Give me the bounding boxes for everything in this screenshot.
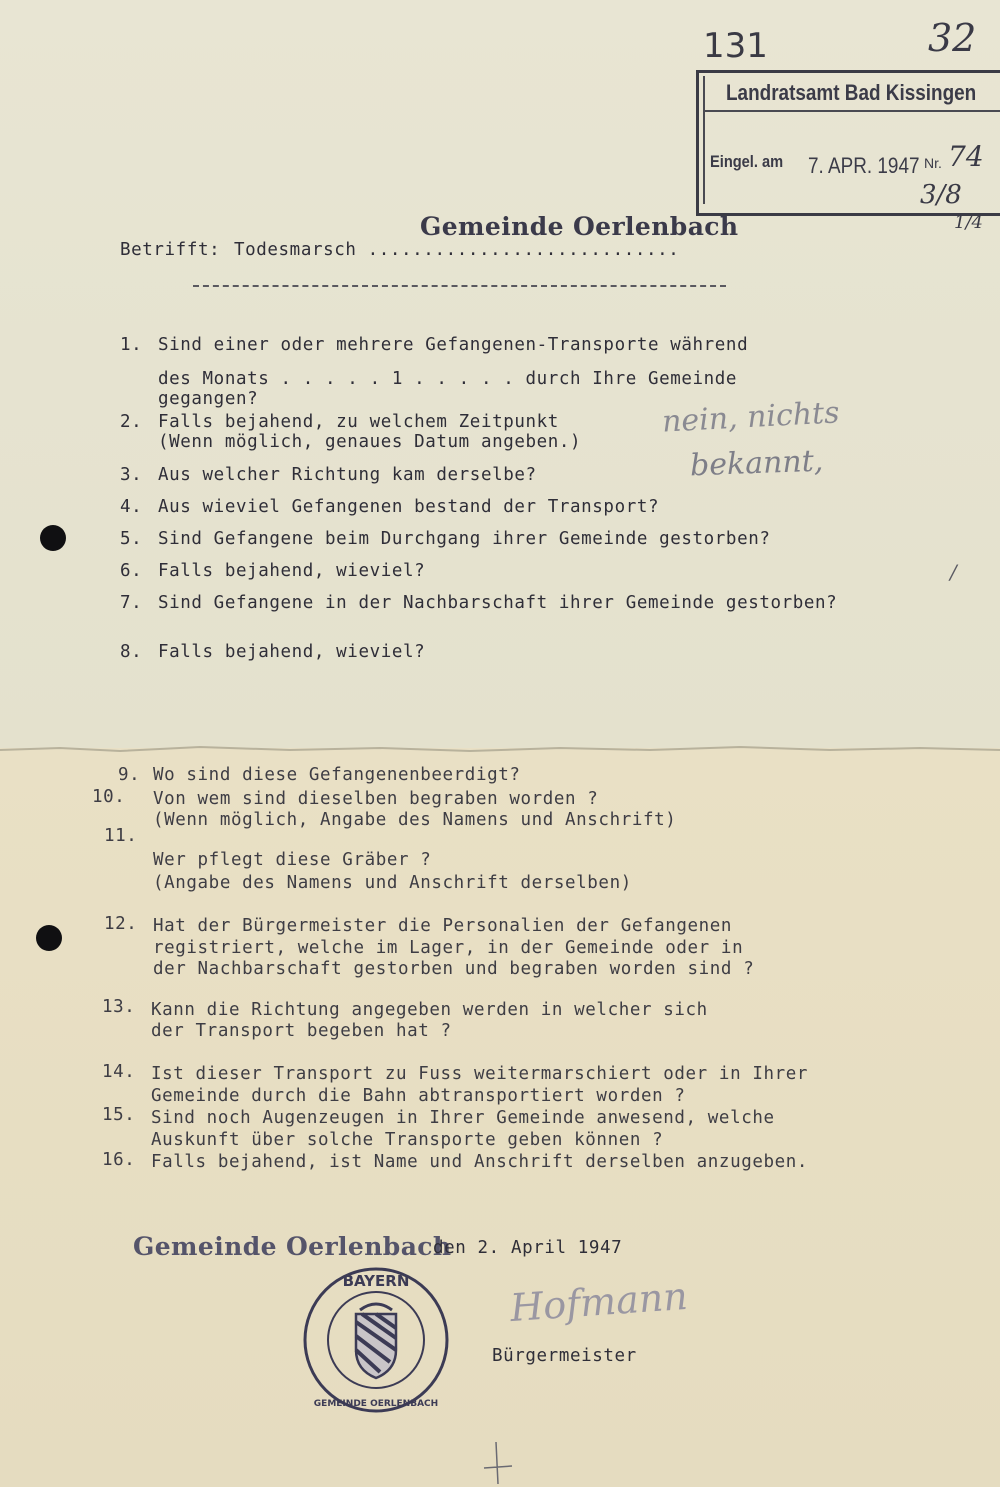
mayor-role: Bürgermeister (492, 1346, 637, 1366)
stamp-received-date: 7. APR. 1947 (808, 153, 920, 178)
question-text: Falls bejahend, zu welchem Zeitpunkt (158, 412, 559, 432)
stamp-number-value: 74 (948, 140, 984, 173)
folio-number: 32 (928, 16, 977, 60)
handwritten-mark: / (950, 560, 957, 584)
question-text: Gemeinde durch die Bahn abtransportiert worden ? (151, 1086, 686, 1106)
stamp-inner-border (703, 76, 705, 204)
question-text: Falls bejahend, wieviel? (158, 642, 426, 662)
question-text: des Monats . . . . . 1 . . . . . durch Ihre Gemeinde (158, 369, 738, 389)
paper-tear-edge (0, 740, 1000, 758)
question-num: 15. (102, 1105, 136, 1125)
handwritten-answer-line2: bekannt, (689, 443, 824, 484)
question-text: (Angabe des Namens und Anschrift derselben) (153, 873, 632, 893)
question-text: Aus wieviel Gefangenen bestand der Transport? (158, 497, 660, 517)
stamp-received-label: Eingel. am (710, 152, 784, 171)
seal-bottom-text: GEMEINDE OERLENBACH (313, 1399, 439, 1409)
handwritten-answer-line1: nein, nichts (661, 395, 841, 440)
punch-hole-lower (36, 925, 62, 951)
question-num: 8. (120, 642, 143, 662)
municipality-header-stamp: Gemeinde Oerlenbach (420, 212, 739, 241)
seal-top-text: BAYERN (342, 1272, 410, 1290)
question-num: 6. (120, 561, 143, 581)
question-num: 10. (92, 787, 126, 807)
question-num: 12. (104, 914, 138, 934)
question-num: 5. (120, 529, 143, 549)
question-num: 7. (120, 593, 143, 613)
question-text: Sind noch Augenzeugen in Ihrer Gemeinde anwesend, welche (151, 1108, 775, 1128)
stamp-number-extra2: 1/4 (954, 212, 983, 233)
punch-hole-upper (40, 525, 66, 551)
question-text: der Transport begeben hat ? (151, 1021, 452, 1041)
question-text: Wo sind diese Gefangenenbeerdigt? (153, 765, 521, 785)
question-text: Sind Gefangene beim Durchgang ihrer Gemeinde gestorben? (158, 529, 771, 549)
question-num: 16. (102, 1150, 136, 1170)
question-num: 4. (120, 497, 143, 517)
question-num: 14. (102, 1062, 136, 1082)
question-text: Sind Gefangene in der Nachbarschaft ihrer Gemeinde gestorben? (158, 593, 838, 613)
closing-place-stamp: Gemeinde Oerlenbach (133, 1232, 452, 1261)
stamp-number-extra: 3/8 (920, 180, 962, 210)
stamp-office: Landratsamt Bad Kissingen (726, 80, 977, 105)
page-number: 131 (703, 26, 768, 66)
stamp-number-label: Nr. (924, 155, 942, 171)
subject-value: Todesmarsch ............................ (234, 240, 680, 260)
question-text: (Wenn möglich, Angabe des Namens und Anschrift) (153, 810, 677, 830)
question-text: Von wem sind dieselben begraben worden ? (153, 789, 599, 809)
question-num: 9. (118, 765, 141, 785)
separator-line (193, 285, 726, 287)
mayor-signature: Hofmann (508, 1273, 690, 1331)
question-text: der Nachbarschaft gestorben und begraben worden sind ? (153, 959, 755, 979)
question-num: 1. (120, 335, 143, 355)
question-text: Hat der Bürgermeister die Personalien der Gefangenen (153, 916, 733, 936)
question-text: Kann die Richtung angegeben werden in welcher sich (151, 1000, 708, 1020)
municipal-seal (300, 1262, 452, 1418)
closing-date: den 2. April 1947 (433, 1238, 623, 1258)
stamp-divider (703, 110, 1000, 112)
question-text: Sind einer oder mehrere Gefangenen-Transporte während (158, 335, 749, 355)
question-num: 3. (120, 465, 143, 485)
question-text: (Wenn möglich, genaues Datum angeben.) (158, 432, 582, 452)
question-text: Aus welcher Richtung kam derselbe? (158, 465, 537, 485)
question-text: gegangen? (158, 389, 259, 409)
pencil-cross-mark (478, 1440, 518, 1486)
question-text: Auskunft über solche Transporte geben können ? (151, 1130, 664, 1150)
subject-label: Betrifft: (120, 240, 221, 260)
question-text: Falls bejahend, wieviel? (158, 561, 426, 581)
question-text: Ist dieser Transport zu Fuss weitermarschiert oder in Ihrer (151, 1064, 809, 1084)
question-text: registriert, welche im Lager, in der Gemeinde oder in (153, 938, 744, 958)
question-num: 2. (120, 412, 143, 432)
question-num: 13. (102, 997, 136, 1017)
question-num: 11. (104, 826, 138, 846)
question-text: Falls bejahend, ist Name und Anschrift derselben anzugeben. (151, 1152, 809, 1172)
question-text: Wer pflegt diese Gräber ? (153, 850, 432, 870)
